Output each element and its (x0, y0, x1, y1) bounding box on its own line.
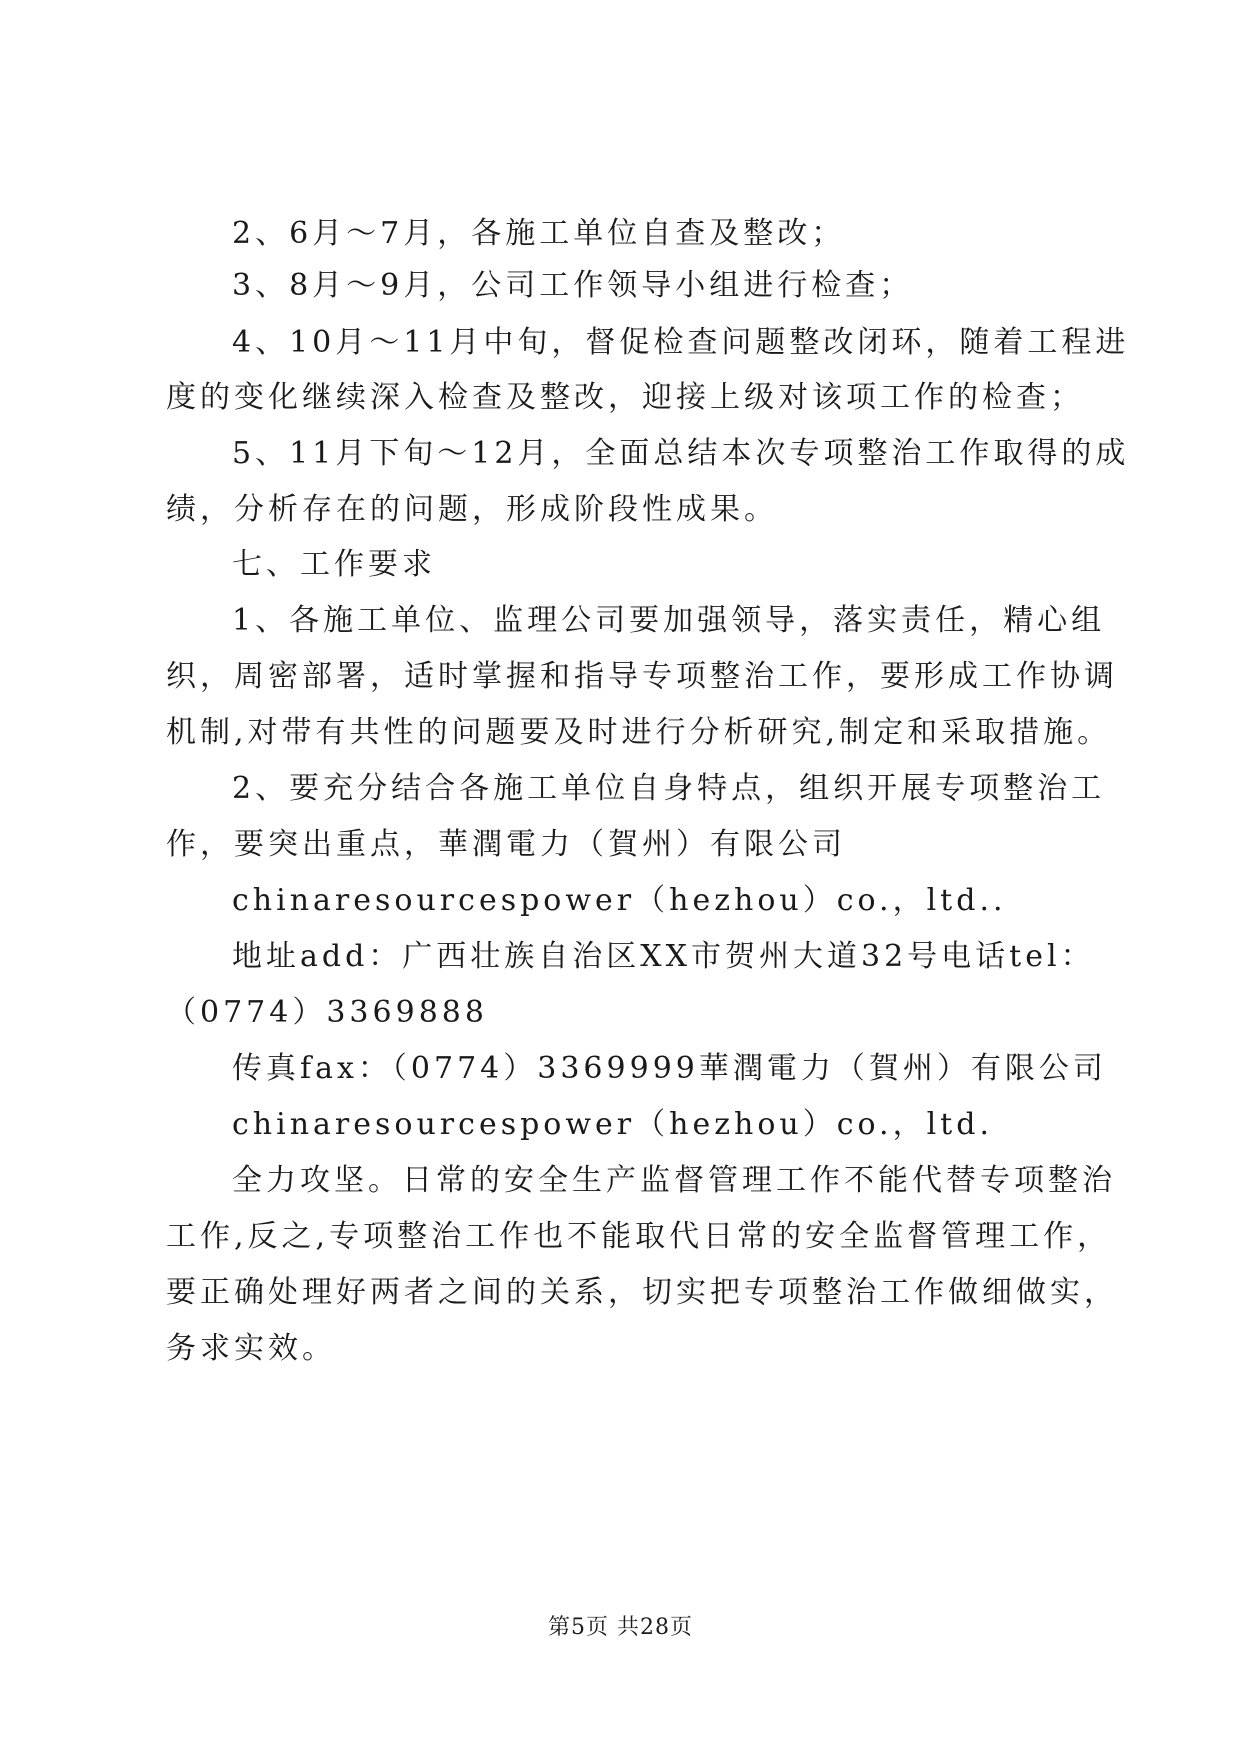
paragraph-line: 织，周密部署，适时掌握和指导专项整治工作，要形成工作协调 (166, 659, 1118, 694)
paragraph-line: 4、10月～11月中旬，督促检查问题整改闭环，随着工程进 (232, 325, 1130, 360)
fax-line: 传真fax：（0774）3369999華潤電力（賀州）有限公司 (232, 1051, 1107, 1086)
page-number-footer: 第5页 共28页 (548, 1615, 693, 1640)
address-line: 地址add：广西壮族自治区XX市贺州大道32号电话tel： (232, 939, 1095, 974)
paragraph-line: 务求实效。 (166, 1331, 336, 1366)
paragraph-line: 2、要充分结合各施工单位自身特点，组织开展专项整治工 (232, 771, 1106, 806)
paragraph-line: 绩，分析存在的问题，形成阶段性成果。 (166, 492, 778, 527)
paragraph-line: 度的变化继续深入检查及整改，迎接上级对该项工作的检查； (166, 380, 1084, 415)
paragraph-line: 工作,反之,专项整治工作也不能取代日常的安全监督管理工作， (166, 1219, 1112, 1254)
company-name-en: chinaresourcespower（hezhou）co.，ltd.. (232, 883, 1007, 918)
paragraph-line: 作，要突出重点，華潤電力（賀州）有限公司 (166, 827, 846, 862)
paragraph-line: 要正确处理好两者之间的关系，切实把专项整治工作做细做实， (166, 1275, 1118, 1310)
paragraph-line: 1、各施工单位、监理公司要加强领导，落实责任，精心组 (232, 603, 1106, 638)
paragraph-line: 5、11月下旬～12月，全面总结本次专项整治工作取得的成 (232, 436, 1130, 471)
paragraph-line: 全力攻坚。日常的安全生产监督管理工作不能代替专项整治 (232, 1163, 1116, 1198)
company-name-en: chinaresourcespower（hezhou）co.，ltd. (232, 1107, 993, 1142)
paragraph-line: 3、8月～9月，公司工作领导小组进行检查； (232, 268, 914, 303)
paragraph-line: 2、6月～7月，各施工单位自查及整改； (232, 216, 846, 251)
phone-line: （0774）3369888 (166, 995, 488, 1030)
section-heading: 七、工作要求 (232, 547, 436, 582)
paragraph-line: 机制,对带有共性的问题要及时进行分析研究,制定和采取措施。 (166, 715, 1112, 750)
